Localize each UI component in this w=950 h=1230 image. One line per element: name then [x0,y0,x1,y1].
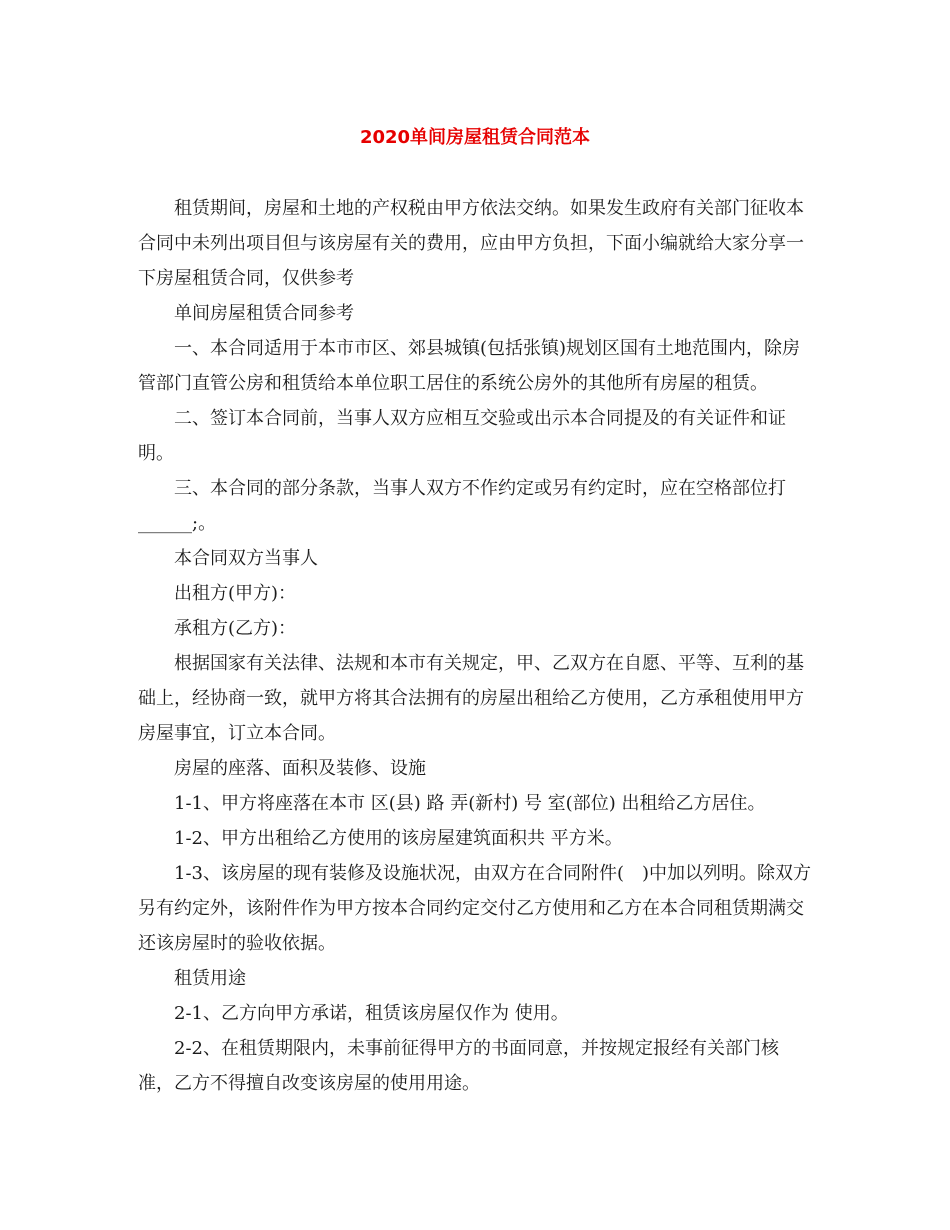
clause: 1-3、该房屋的现有装修及设施状况，由双方在合同附件( )中加以列明。除双方另有约定外，该附件作为甲方按本合同约定交付乙方使用和乙方在本合同租赁期满交还该房屋时的验收依据。 [138,863,812,954]
paragraph: 三、本合同的部分条款，当事人双方不作约定或另有约定时，应在空格部位打______;。 [138,478,786,534]
paragraph: 二、签订本合同前，当事人双方应相互交验或出示本合同提及的有关证件和证明。 [138,408,786,464]
paragraph: 一、本合同适用于本市市区、郊县城镇(包括张镇)规划区国有土地范围内，除房管部门直管公房和租赁给本单位职工居住的系统公房外的其他所有房屋的租赁。 [138,338,801,394]
party-line: 承租方(乙方)： [174,618,297,639]
section-heading: 本合同双方当事人 [174,548,318,569]
document-body [138,191,813,1101]
paragraph: 根据国家有关法律、法规和本市有关规定，甲、乙双方在自愿、平等、互利的基础上，经协商一致，就甲方将其合法拥有的房屋出租给乙方使用，乙方承租使用甲方房屋事宜，订立本合同。 [138,653,804,744]
clause: 1-2、甲方出租给乙方使用的该房屋建筑面积共 平方米。 [174,828,623,849]
document-title: 2020单间房屋租赁合同范本 [359,127,591,148]
clause: 2-2、在租赁期限内，未事前征得甲方的书面同意，并按规定报经有关部门核准，乙方不得擅自改变该房屋的使用用途。 [138,1038,779,1094]
paragraph: 租赁期间，房屋和土地的产权税由甲方依法交纳。如果发生政府有关部门征收本合同中未列出项目但与该房屋有关的费用，应由甲方负担，下面小编就给大家分享一下房屋租赁合同，仅供参考 [138,198,804,289]
section-heading: 租赁用途 [174,968,246,989]
section-heading: 房屋的座落、面积及装修、设施 [174,758,426,779]
party-line: 出租方(甲方)： [174,583,297,604]
section-heading: 单间房屋租赁合同参考 [174,303,354,324]
clause: 1-1、甲方将座落在本市 区(县) 路 弄(新村) 号 室(部位) 出租给乙方居住。 [174,793,766,814]
clause: 2-1、乙方向甲方承诺，租赁该房屋仅作为 使用。 [174,1003,569,1024]
